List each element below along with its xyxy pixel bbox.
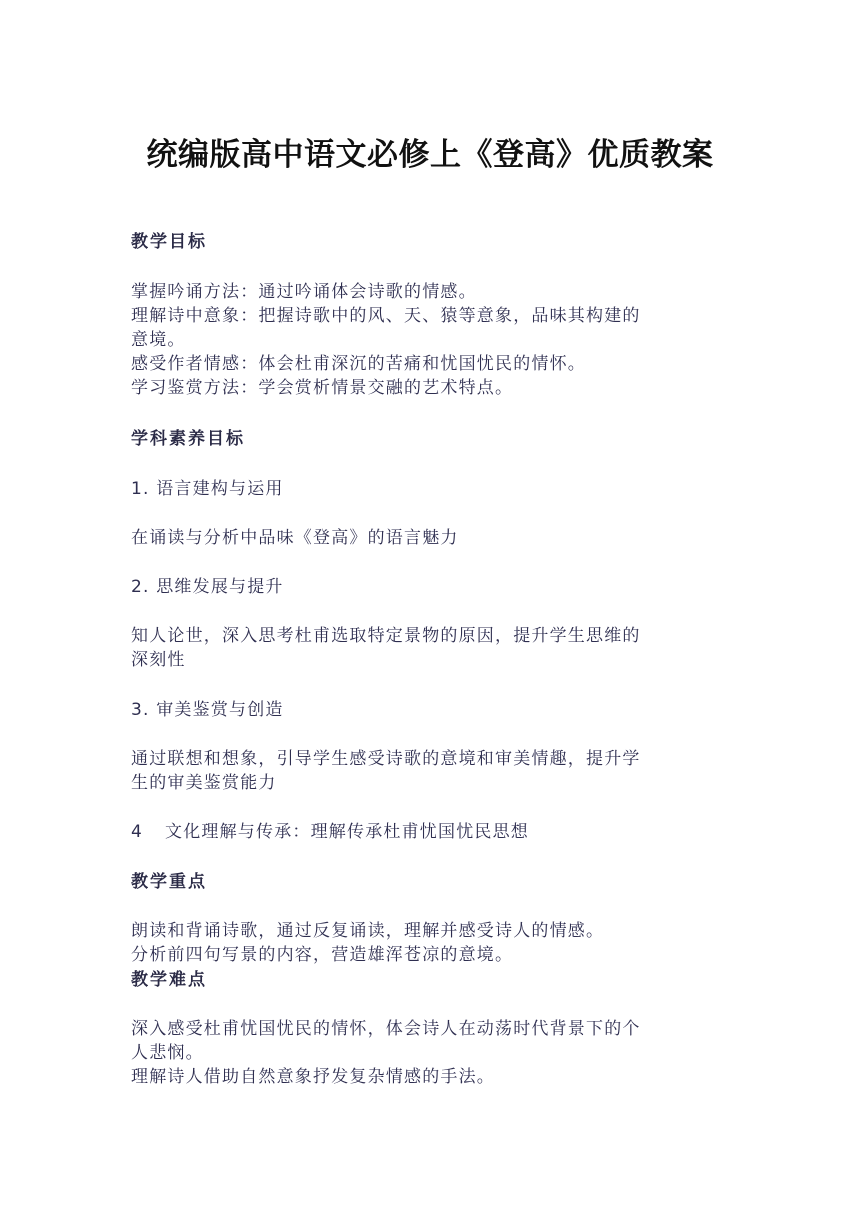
key-point-line: 分析前四句写景的内容，营造雄浑苍凉的意境。 [131,945,514,965]
literacy-item-4 [131,820,731,844]
teaching-objectives-list [131,280,731,400]
document-title: 统编版高中语文必修上《登高》优质教案 [146,137,714,173]
literacy-item-2-title: 2. 思维发展与提升 [131,577,284,597]
difficulty-line: 人悲悯。 [131,1043,204,1063]
key-points-heading: 教学重点 [131,872,207,892]
literacy-item-2-desc: 知人论世，深入思考杜甫选取特定景物的原因，提升学生思维的 深刻性 [131,626,641,670]
objective-line: 理解诗中意象：把握诗歌中的风、天、猿等意象，品味其构建的 [131,306,641,326]
key-point-line: 朗读和背诵诗歌，通过反复诵读，理解并感受诗人的情感。 [131,921,605,941]
objective-line: 掌握吟诵方法：通过吟诵体会诗歌的情感。 [131,282,477,302]
difficulties-heading: 教学难点 [131,970,207,990]
objective-line: 学习鉴赏方法：学会赏析情景交融的艺术特点。 [131,378,514,398]
key-points-list [131,919,731,967]
literacy-item-1-desc: 在诵读与分析中品味《登高》的语言魅力 [131,528,459,548]
literacy-item-3-title: 3. 审美鉴赏与创造 [131,700,284,720]
difficulty-line: 理解诗人借助自然意象抒发复杂情感的手法。 [131,1067,495,1087]
literacy-item-3-desc: 通过联想和想象，引导学生感受诗歌的意境和审美情趣，提升学 生的审美鉴赏能力 [131,749,641,793]
literacy-item-1-title: 1. 语言建构与运用 [131,479,284,499]
difficulty-line: 深入感受杜甫忧国忧民的情怀，体会诗人在动荡时代背景下的个 [131,1019,641,1039]
objective-line: 感受作者情感：体会杜甫深沉的苦痛和忧国忧民的情怀。 [131,354,586,374]
literacy-item-4-number: 4 [131,822,144,842]
teaching-objectives-heading: 教学目标 [131,232,207,252]
literacy-item-4-text: 文化理解与传承：理解传承杜甫忧国忧民思想 [165,822,529,842]
objective-line: 意境。 [131,330,186,350]
difficulties-list [131,1017,731,1089]
literacy-goals-heading: 学科素养目标 [131,429,245,449]
